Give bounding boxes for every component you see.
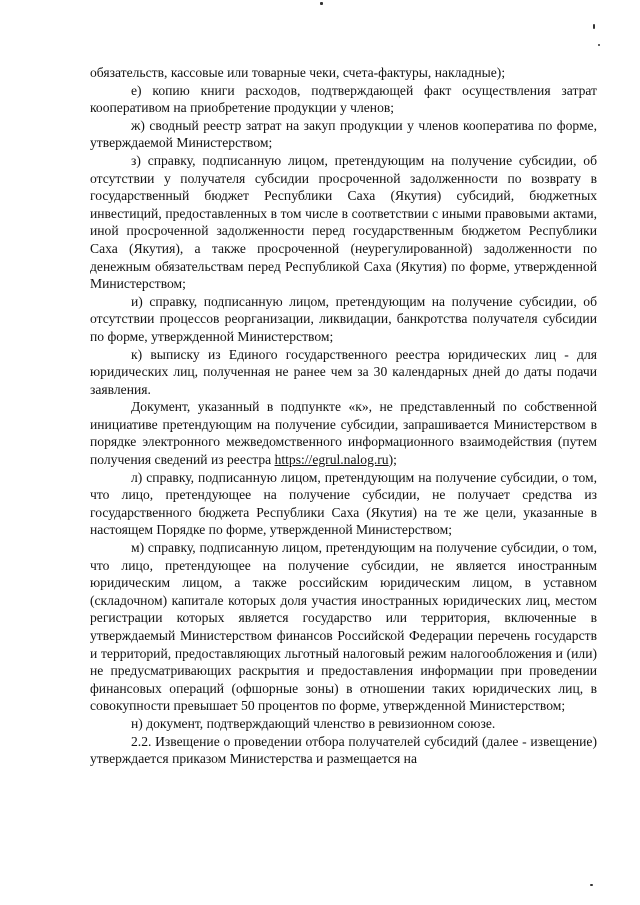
paragraph-item-e: е) копию книги расходов, подтверждающей факт осуществления затрат кооперативом на приобретение продукции у членов; [90,82,597,116]
paragraph-item-l: л) справку, подписанную лицом, претендующим на получение субсидии, о том, что лицо, претендующее на получение субсидии, не получает средства из государственного бюджета Республики Саха (Якутия) на те же цели, указанные в настоящем Порядке по форме, утвержденной Министерством; [90,469,597,538]
paragraph-item-n: н) документ, подтверждающий членство в ревизионном союзе. [131,715,496,731]
paragraph-section-2-2: 2.2. Извещение о проведении отбора получателей субсидий (далее - извещение) утверждается приказом Министерства и размещается на [90,733,597,767]
paragraph-text-after-link: ); [388,452,397,468]
egrul-link[interactable]: https://egrul.nalog.ru [274,452,389,468]
paragraph-document-k-note [90,398,597,468]
paragraph-item-i: и) справку, подписанную лицом, претендующим на получение субсидии, об отсутствии процессов реорганизации, ликвидации, банкротства получателя субсидии по форме, утвержденной Министерством; [90,293,597,344]
document-body [90,64,597,768]
paragraph-text-before-link: Документ, указанный в подпункте «к», не представленный по собственной инициативе претендующим на получение субсидии, запрашивается Министерством в порядке электронного межведомственного информационного взаимодействия (путем получения сведений из реестра [90,399,597,468]
scan-speck [593,24,595,29]
paragraph-item-z: з) справку, подписанную лицом, претендующим на получение субсидии, об отсутствии у получателя субсидии просроченной задолженности по возврату в государственный бюджет Республики Саха (Якутия) субсидий, бюджетных инвестиций, предоставленных в том числе в соответствии с иными правовыми актами, иной просроченной задолженности перед государственным бюджетом Республики Саха (Якутия), а также просроченной (неурегулированной) задолженности по денежным обязательствам перед Республикой Саха (Якутия) по форме, утвержденной Министерством; [90,152,597,292]
paragraph: обязательств, кассовые или товарные чеки, счета-фактуры, накладные); [90,65,506,80]
scan-speck [598,44,600,46]
paragraph-item-m: м) справку, подписанную лицом, претендующим на получение субсидии, о том, что лицо, претендующее на получение субсидии, не является иностранным юридическим лицом, а также российским юридическим лицом, в уставном (складочном) капитале которых доля участия иностранных юридических лиц, местом регистрации которых является государство или территория, включенные в утверждаемый Министерством финансов Российской Федерации перечень государств и территорий, предоставляющих льготный налоговый режим налогообложения и (или) не предусматривающих раскрытия и предоставления информации при проведении финансовых операций (офшорные зоны) в отношении таких юридических лиц, в совокупности превышает 50 процентов по форме, утвержденной Министерством; [90,540,597,714]
paragraph-item-k: к) выписку из Единого государственного реестра юридических лиц - для юридических лиц, полученная не ранее чем за 30 календарных дней до даты подачи заявления. [90,346,597,397]
scan-speck [590,884,593,886]
paragraph-item-zh: ж) сводный реестр затрат на закуп продукции у членов кооператива по форме, утверждаемой Министерством; [90,117,597,151]
scan-speck [320,2,323,5]
